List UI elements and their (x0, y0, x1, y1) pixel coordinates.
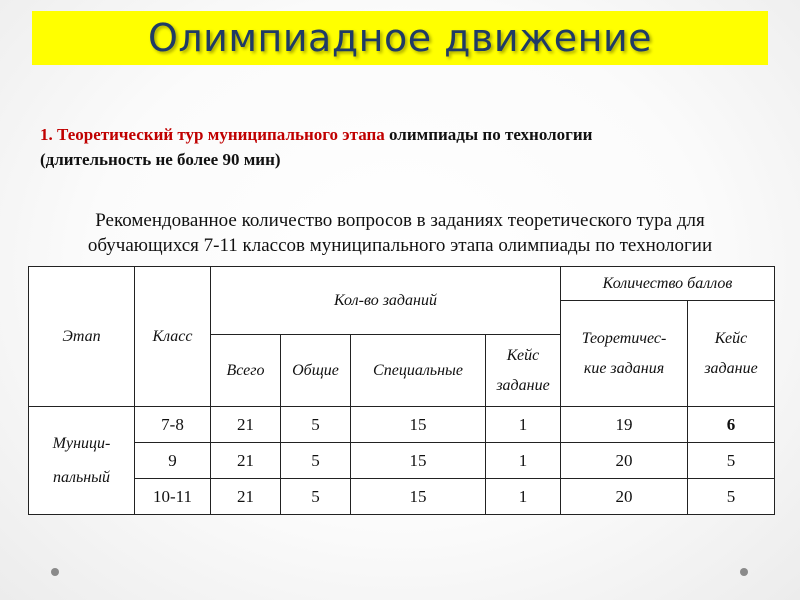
caption-line-2: обучающихся 7-11 классов муниципального этапа олимпиады по технологии (87, 235, 713, 256)
cell-general: 5 (281, 407, 351, 443)
cell-special: 15 (351, 443, 486, 479)
header-theory-points-line-2: кие задания (583, 359, 665, 377)
stage-label-line-2: пальный (52, 468, 111, 486)
olympiad-table (28, 266, 775, 515)
header-points-group: Количество баллов (561, 267, 775, 301)
cell-theory-points: 20 (561, 479, 688, 515)
table-row (29, 479, 775, 515)
slide-left-dot (51, 568, 59, 576)
cell-case: 1 (486, 443, 561, 479)
header-total: Всего (211, 335, 281, 407)
cell-special: 15 (351, 407, 486, 443)
cell-total: 21 (211, 479, 281, 515)
cell-grade: 9 (135, 443, 211, 479)
header-case-points-line-2: задание (704, 359, 758, 377)
cell-case-points: 5 (688, 479, 775, 515)
header-special: Специальные (351, 335, 486, 407)
heading-duration-text: (длительность не более 90 мин) (40, 150, 281, 169)
cell-general: 5 (281, 479, 351, 515)
header-general: Общие (281, 335, 351, 407)
header-stage: Этап (29, 267, 135, 407)
caption-line-1: Рекомендованное количество вопросов в заданиях теоретического тура для (95, 210, 705, 231)
header-theory-points (561, 301, 688, 407)
slide-title: Олимпиадное движение (147, 16, 653, 60)
header-tasks-group: Кол-во заданий (211, 267, 561, 335)
cell-case-points: 6 (688, 407, 775, 443)
header-grade: Класс (135, 267, 211, 407)
header-case-points-line-1: Кейс (714, 329, 748, 347)
table-caption (30, 208, 770, 258)
heading-black-text: олимпиады по технологии (389, 125, 593, 144)
title-banner (32, 11, 768, 65)
header-case-task-line-1: Кейс (506, 346, 540, 364)
table-row (29, 443, 775, 479)
header-theory-points-line-1: Теоретичес- (581, 329, 667, 347)
cell-total: 21 (211, 407, 281, 443)
heading-red-text: Теоретический тур муниципального этапа (57, 125, 385, 144)
header-case-task (486, 335, 561, 407)
cell-grade: 10-11 (135, 479, 211, 515)
cell-theory-points: 19 (561, 407, 688, 443)
stage-label-line-1: Муници- (52, 434, 111, 452)
cell-case: 1 (486, 479, 561, 515)
header-case-points (688, 301, 775, 407)
heading-number: 1. (40, 125, 53, 144)
cell-theory-points: 20 (561, 443, 688, 479)
cell-case: 1 (486, 407, 561, 443)
header-row-1 (29, 267, 775, 301)
cell-case-points: 5 (688, 443, 775, 479)
cell-total: 21 (211, 443, 281, 479)
cell-grade: 7-8 (135, 407, 211, 443)
cell-general: 5 (281, 443, 351, 479)
header-case-task-line-2: задание (496, 376, 550, 394)
section-heading (40, 122, 760, 172)
slide-right-dot (740, 568, 748, 576)
table-row (29, 407, 775, 443)
cell-special: 15 (351, 479, 486, 515)
stage-municipal (29, 407, 135, 515)
